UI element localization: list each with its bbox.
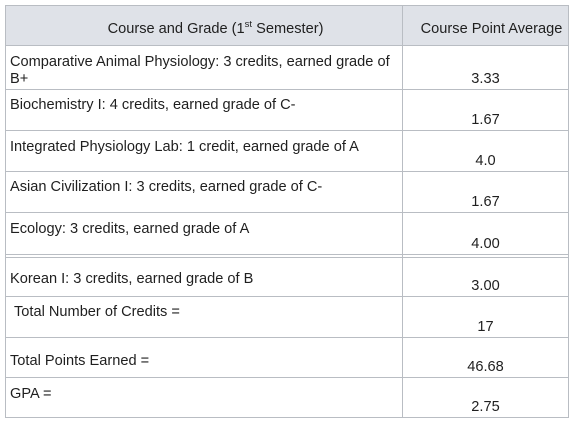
course-point-average-cell [403,131,568,171]
course-point-average-header: Course Point Average [420,21,563,37]
course-row [6,90,568,131]
grade-table [5,5,569,418]
course-point-average-cell [403,213,568,254]
course-point-value: 1.67 [471,112,500,128]
course-point-value: 4.00 [471,236,500,252]
course-point-average-cell [403,172,568,212]
course-description: Integrated Physiology Lab: 1 credit, earned grade of A [10,139,359,155]
course-row [6,46,568,90]
course-description: Korean I: 3 credits, earned grade of B [10,271,254,287]
course-and-grade-header-text: Course and Grade (1 [107,21,245,37]
course-row [6,131,568,172]
column-divider [402,6,403,418]
course-description: Asian Civilization I: 3 credits, earned grade of C- [10,179,323,195]
total-points-value: 46.68 [467,359,504,375]
course-point-value: 3.33 [471,71,500,87]
gpa-value: 2.75 [471,399,500,415]
course-row [6,257,568,297]
gpa-label: GPA = [10,386,52,402]
total-credits-cell [403,297,568,337]
course-point-average-cell [403,46,568,89]
course-point-average-cell [403,258,568,296]
course-point-average-cell [403,90,568,130]
total-points-label: Total Points Earned = [10,353,150,369]
total-credits-value: 17 [477,319,494,335]
total-credits-label: Total Number of Credits = [14,304,180,320]
table-header-row [6,6,568,46]
course-description: Comparative Animal Physiology: 3 credits, earned grade of B+ [10,54,390,87]
course-description: Ecology: 3 credits, earned grade of A [10,221,250,237]
semester-text: Semester) [252,21,324,37]
gpa-row [6,378,568,418]
course-and-grade-header [6,6,403,45]
course-point-value: 3.00 [471,278,500,294]
total-credits-row [6,297,568,338]
course-point-value: 4.0 [475,153,496,169]
course-row [6,213,568,255]
course-description: Biochemistry I: 4 credits, earned grade of C- [10,97,296,113]
ordinal-suffix: st [244,19,253,31]
course-point-value: 1.67 [471,194,500,210]
total-points-row [6,338,568,378]
course-row [6,172,568,213]
gpa-cell [403,378,568,417]
total-points-cell [403,338,568,377]
